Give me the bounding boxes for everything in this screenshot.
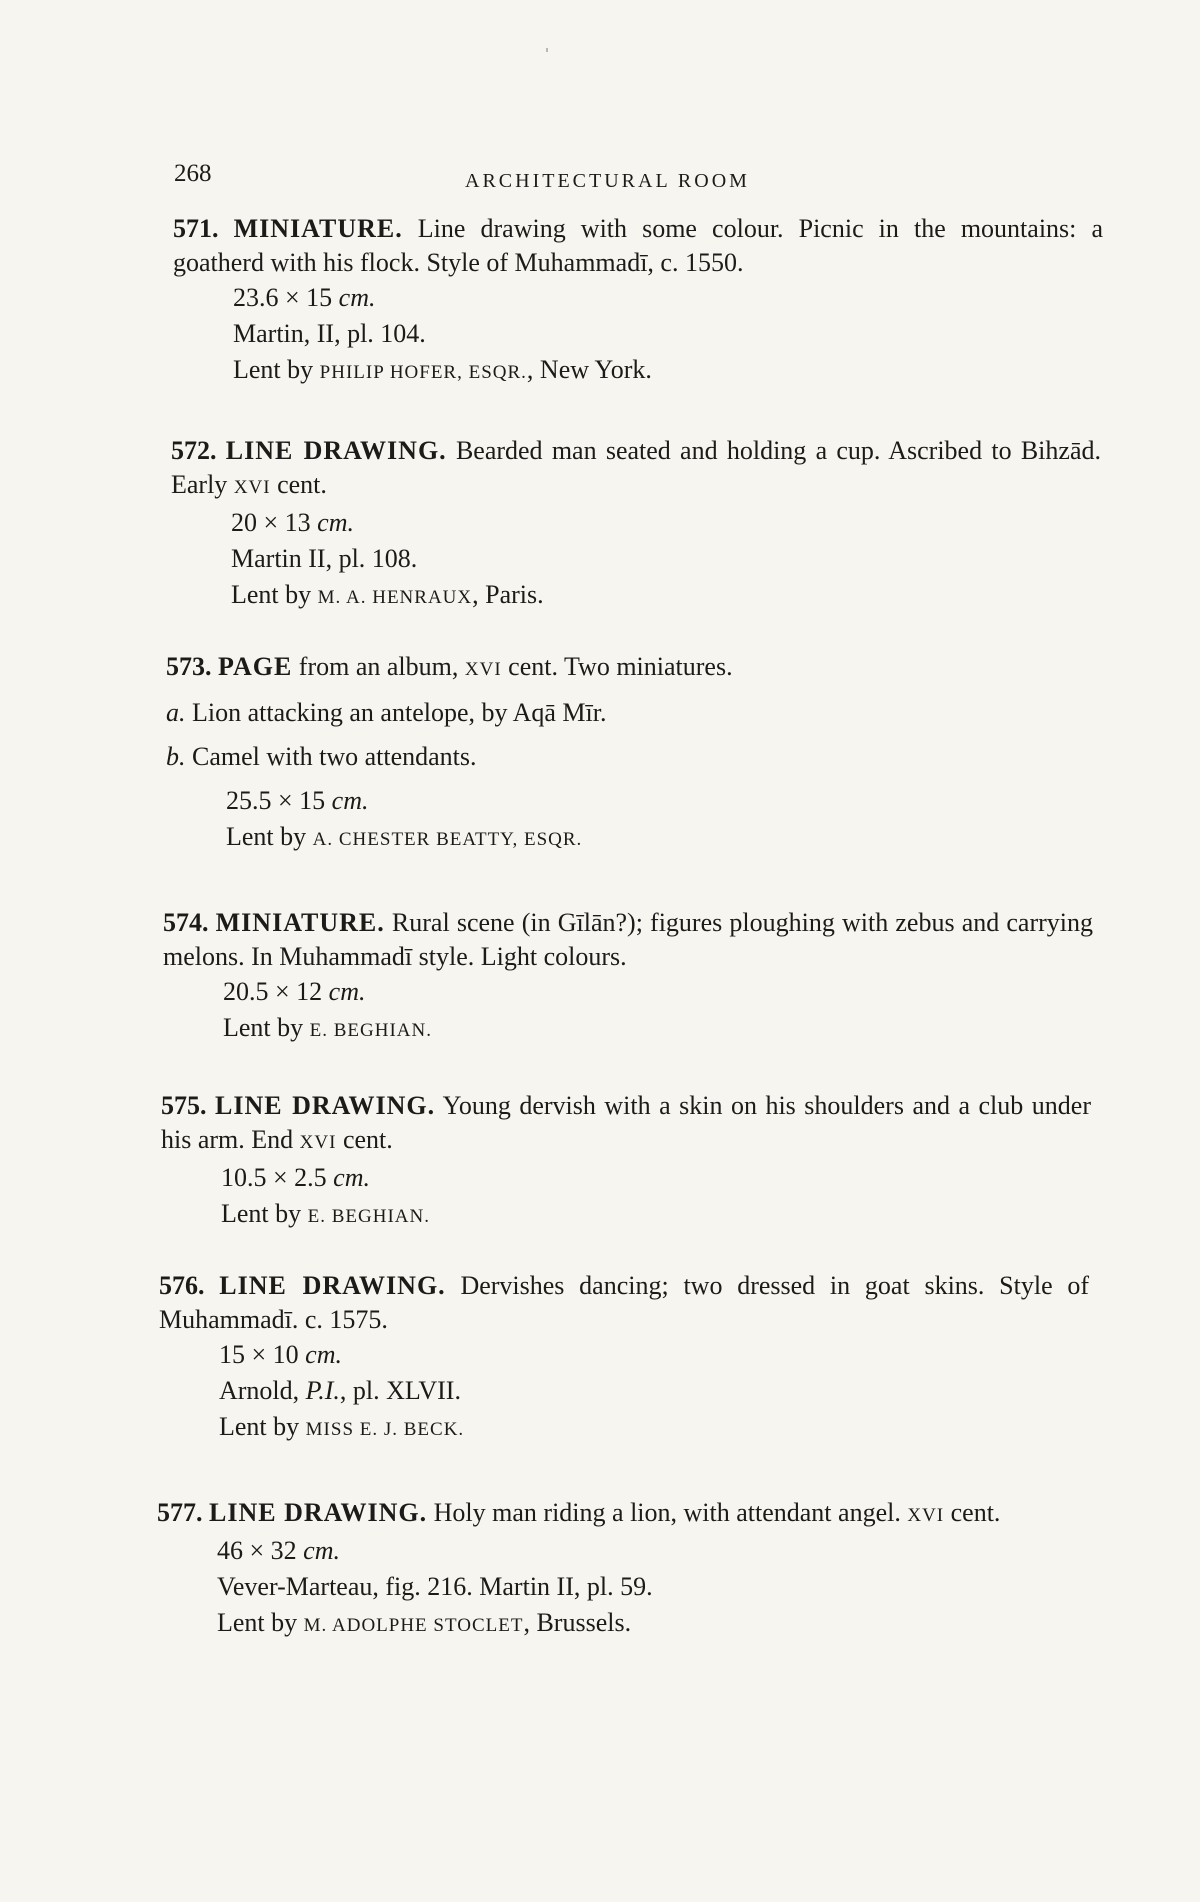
entry-text: zebus and carrying melons. In Muhammadī style. Light colours. bbox=[163, 908, 1093, 971]
entry-number: 574. bbox=[163, 908, 209, 937]
entry-description bbox=[157, 1496, 1087, 1533]
entry-description bbox=[163, 906, 1093, 974]
entry-text: XVI bbox=[464, 659, 502, 680]
entry-574 bbox=[163, 906, 1093, 1049]
entry-dimensions: 20 × 13 cm. bbox=[231, 508, 354, 537]
entry-description bbox=[166, 650, 1096, 687]
entry-description bbox=[171, 434, 1101, 505]
entry-reference: Vever-Marteau, fig. 216. Martin II, pl. 59. bbox=[217, 1572, 653, 1601]
entry-text: skins. Style of Muhammadī. c. 1575. bbox=[159, 1271, 1090, 1334]
entry-text: XVI bbox=[299, 1132, 337, 1153]
entry-lender: Lent by E. BEGHIAN. bbox=[221, 1199, 431, 1228]
entry-description bbox=[173, 212, 1103, 280]
entry-reference: Martin II, pl. 108. bbox=[231, 544, 418, 573]
entry-text: Bearded man seated and holding a cup. bbox=[455, 436, 881, 465]
entry-lender: Lent by MISS E. J. BECK. bbox=[219, 1412, 465, 1441]
entry-text: Ascribed to Bihzād. Early bbox=[171, 436, 1101, 499]
scan-mark bbox=[546, 48, 548, 52]
entry-heading: LINE DRAWING. bbox=[209, 1498, 428, 1527]
entry-text: cent. bbox=[277, 470, 327, 499]
entry-reference: Arnold, P.I., pl. XLVII. bbox=[219, 1376, 461, 1405]
entry-number: 573. bbox=[166, 652, 212, 681]
entry-heading: LINE DRAWING. bbox=[215, 1091, 436, 1120]
entry-dimensions: 15 × 10 cm. bbox=[219, 1340, 342, 1369]
entry-571 bbox=[173, 212, 1103, 391]
entry-text: Line drawing with some colour. Picnic in the bbox=[417, 214, 946, 243]
entry-heading: MINIATURE. bbox=[215, 908, 385, 937]
entry-573 bbox=[166, 650, 1096, 858]
entry-text: cent. Two miniatures. bbox=[508, 652, 733, 681]
entry-text: Holy man riding a lion, with attendant bbox=[433, 1498, 832, 1527]
entry-text: cent. bbox=[950, 1498, 1001, 1527]
entry-number: 576. bbox=[159, 1271, 205, 1300]
entry-lender: Lent by A. CHESTER BEATTY, ESQR. bbox=[226, 822, 583, 851]
entry-part-a: a. Lion attacking an antelope, by Aqā Mīr. bbox=[166, 698, 607, 727]
entry-575 bbox=[161, 1089, 1091, 1235]
entry-number: 577. bbox=[157, 1498, 203, 1527]
entry-dimensions: 10.5 × 2.5 cm. bbox=[221, 1163, 370, 1192]
entry-text: from an album, bbox=[298, 652, 459, 681]
entry-lender: Lent by PHILIP HOFER, ESQR., New York. bbox=[233, 355, 652, 384]
entry-text: Dervishes dancing; two dressed in goat bbox=[460, 1271, 910, 1300]
entry-number: 575. bbox=[161, 1091, 207, 1120]
entry-text: mountains: a goatherd with his flock. Style of Muhammadī, c. 1550. bbox=[173, 214, 1103, 277]
entry-heading: LINE DRAWING. bbox=[219, 1271, 446, 1300]
entry-text: XVI bbox=[233, 477, 271, 498]
entry-part-b: b. Camel with two attendants. bbox=[166, 742, 477, 771]
entry-572 bbox=[171, 434, 1101, 616]
entry-dimensions: 25.5 × 15 cm. bbox=[226, 786, 369, 815]
entry-number: 571. bbox=[173, 214, 219, 243]
entry-text: Young dervish with a skin on his shoulders bbox=[442, 1091, 904, 1120]
entry-lender: Lent by M. ADOLPHE STOCLET, Brussels. bbox=[217, 1608, 632, 1637]
page-header bbox=[160, 158, 1080, 198]
entry-text: and a club under his arm. End bbox=[161, 1091, 1091, 1154]
entry-number: 572. bbox=[171, 436, 217, 465]
entry-576 bbox=[159, 1269, 1089, 1448]
running-head: ARCHITECTURAL ROOM bbox=[465, 170, 750, 192]
entry-lender: Lent by M. A. HENRAUX, Paris. bbox=[231, 580, 544, 609]
entry-text: Rural scene (in Gīlān?); figures ploughing with bbox=[391, 908, 889, 937]
entry-text: cent. bbox=[342, 1125, 393, 1154]
entry-dimensions: 23.6 × 15 cm. bbox=[233, 283, 376, 312]
entry-text: angel. bbox=[838, 1498, 901, 1527]
entry-lender: Lent by E. BEGHIAN. bbox=[223, 1013, 433, 1042]
entry-heading: PAGE bbox=[218, 652, 293, 681]
entry-heading: MINIATURE. bbox=[233, 214, 403, 243]
entry-reference: Martin, II, pl. 104. bbox=[233, 319, 426, 348]
entry-description bbox=[159, 1269, 1089, 1337]
entry-dimensions: 46 × 32 cm. bbox=[217, 1536, 340, 1565]
entry-description bbox=[161, 1089, 1091, 1160]
entry-text: XVI bbox=[907, 1505, 945, 1526]
entry-dimensions: 20.5 × 12 cm. bbox=[223, 977, 366, 1006]
page-number: 268 bbox=[174, 160, 212, 187]
entry-heading: LINE DRAWING. bbox=[225, 436, 447, 465]
entry-577 bbox=[157, 1496, 1087, 1644]
